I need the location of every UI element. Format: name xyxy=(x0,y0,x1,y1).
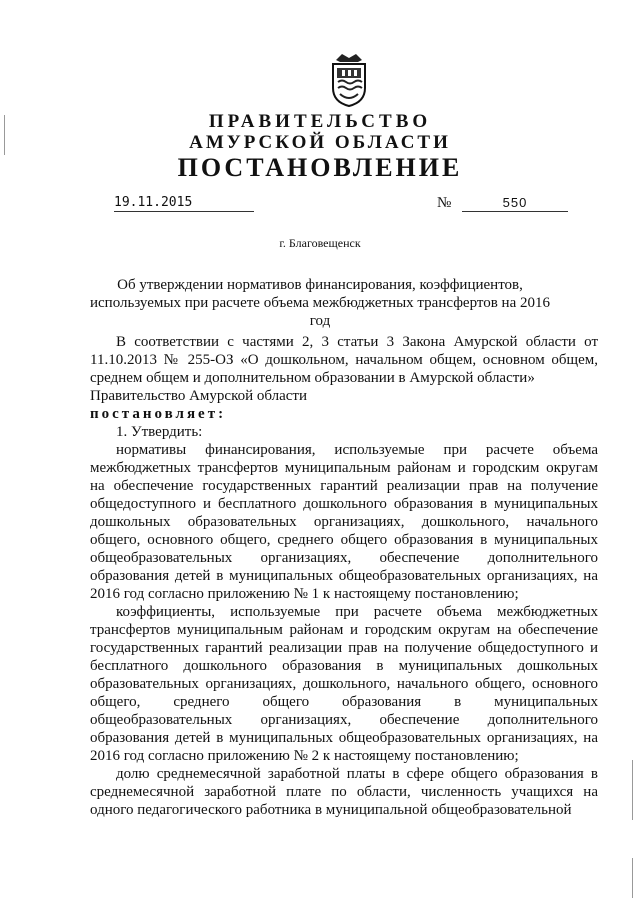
amur-coat-of-arms-icon xyxy=(328,52,370,108)
document-body xyxy=(90,333,598,819)
preamble-paragraph: В соответствии с частями 2, 3 статьи 3 Закона Амурской области от 11.10.2013 № 255-ОЗ «О дошкольном, начальном общем, основном общем, среднем общем и дополнительном образовании в Амурской области» xyxy=(90,334,598,386)
scan-edge-mark xyxy=(632,760,633,820)
document-date: 19.11.2015 xyxy=(114,195,254,212)
paragraph-norms: нормативы финансирования, используемые при расчете объема межбюджетных трансфертов муниципальным районам и городским округам на обеспечение государственных гарантий реализации прав на получение общедоступного и бесплатного дошкольного образования в муниципальных дошкольных образовательных организациях, дошкольного, начального общего, основного общего, среднего общего образования в муниципальных общеобразовательных организациях, обеспечение дополнительного образования детей в муниципальных общеобразовательных организациях, на 2016 год согласно приложению № 1 к настоящему постановлению; xyxy=(90,442,598,602)
paragraph-salary-share: долю среднемесячной заработной платы в сфере общего образования в среднемесячной заработной плате по области, численность учащихся на одного педагогического работника в муниципальной общеобразовательной xyxy=(90,766,598,818)
paragraph-coefficients: коэффициенты, используемые при расчете объема межбюджетных трансфертов муниципальным районам и городским округам на обеспечение государственных гарантий реализации прав на получение общедоступного и бесплатного дошкольного образования в муниципальных дошкольных образовательных организациях, дошкольного, начального общего, основного общего, среднего общего образования в муниципальных общеобразовательных организациях, обеспечение дополнительного образования детей в муниципальных общеобразовательных организациях, на 2016 год согласно приложению № 2 к настоящему постановлению; xyxy=(90,604,598,764)
scan-edge-mark xyxy=(632,858,633,898)
item-1: 1. Утвердить: xyxy=(116,424,203,440)
government-title-line1: ПРАВИТЕЛЬСТВО xyxy=(208,111,432,132)
decree-word: постановляет: xyxy=(90,406,227,422)
document-type: ПОСТАНОВЛЕНИЕ xyxy=(177,153,463,182)
document-subject: Об утверждении нормативов финансирования, коэффициентов, используемых при расчете объема межбюджетных трансфертов на 2016 год xyxy=(89,277,550,329)
issuer-line: Правительство Амурской области xyxy=(90,388,308,404)
number-sign: № xyxy=(437,195,452,211)
scan-edge-mark xyxy=(4,115,5,155)
document-number: 550 xyxy=(462,195,568,212)
government-title-line2: АМУРСКОЙ ОБЛАСТИ xyxy=(189,132,451,153)
city-line: г. Благовещенск xyxy=(279,236,361,250)
